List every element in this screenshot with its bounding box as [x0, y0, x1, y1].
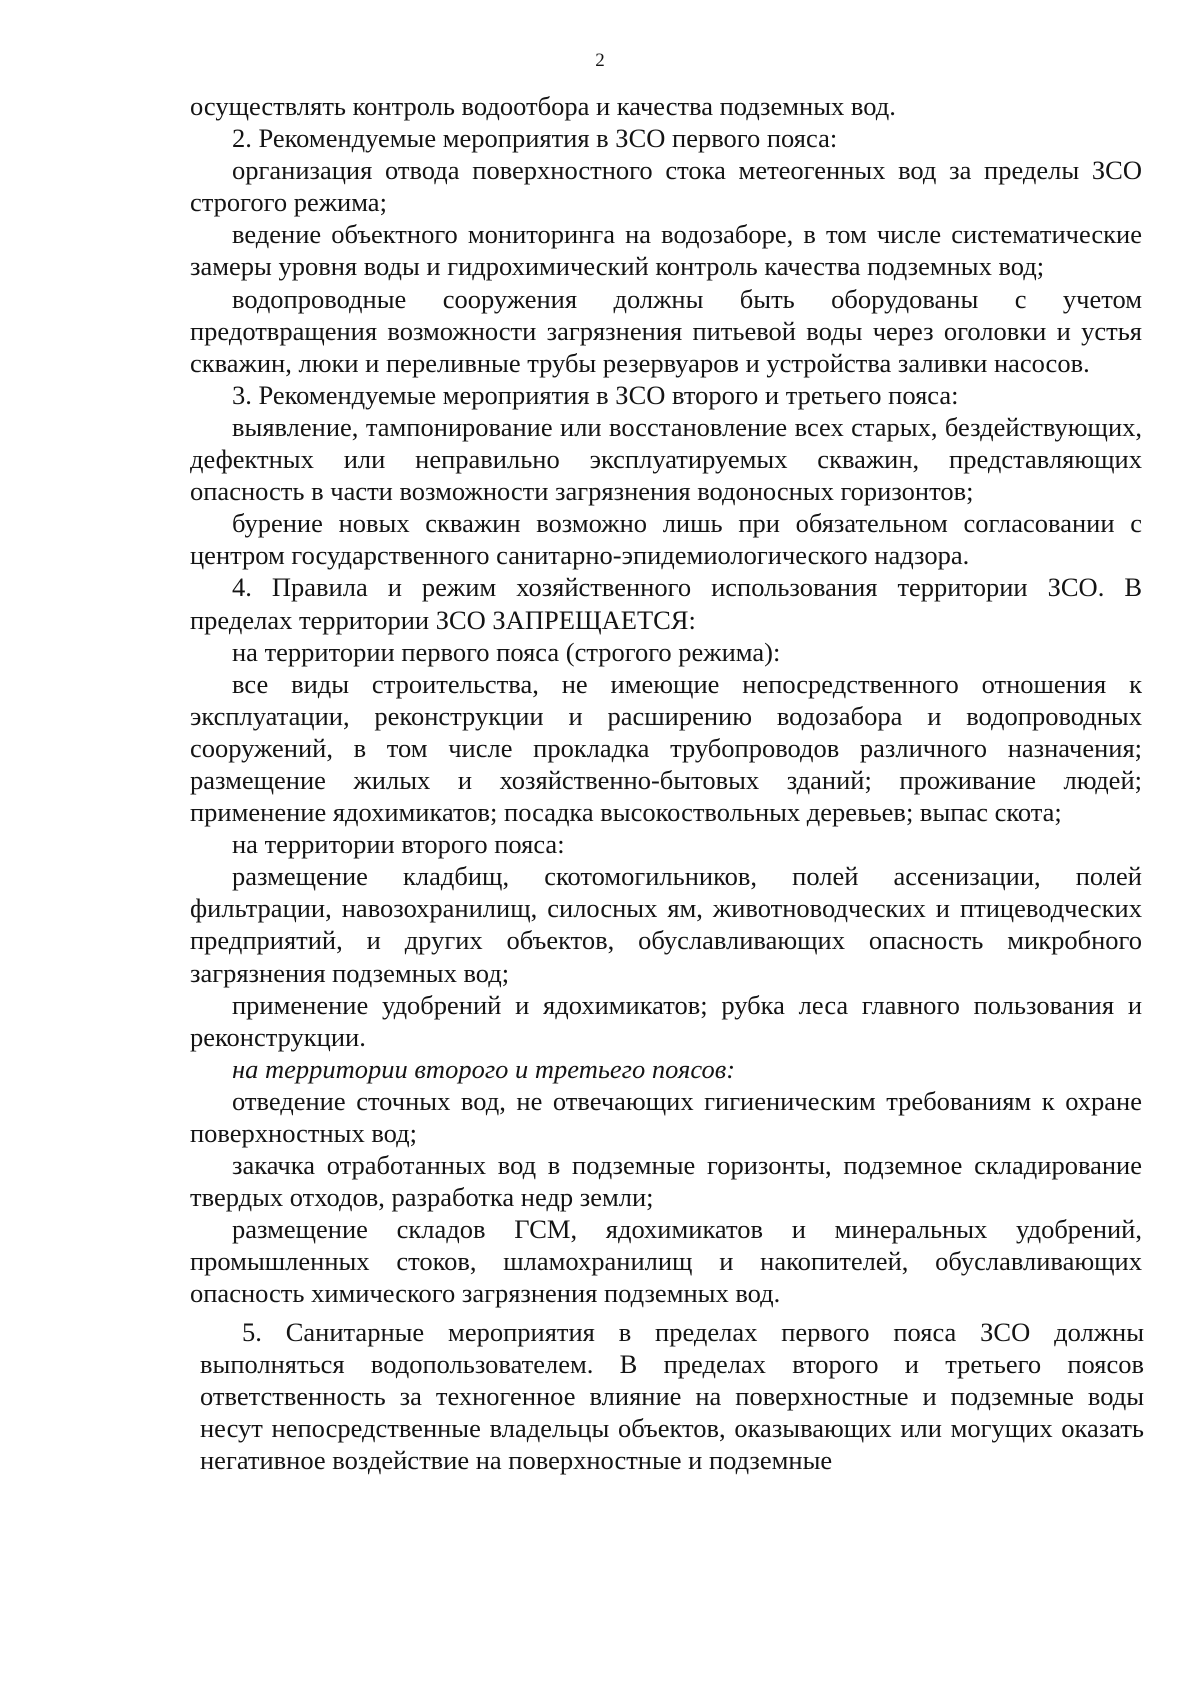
- list-item: размещение кладбищ, скотомогильников, полей ассенизации, полей фильтрации, навозохранилищ, силосных ям, животноводческих и птицеводческих предприятий, и других объектов, обуславливающих опасность микробного загрязнения подземных вод;: [190, 861, 1142, 988]
- list-item: бурение новых скважин возможно лишь при обязательном согласовании с центром государственного санитарно-эпидемиологического надзора.: [190, 508, 1142, 571]
- section-3-heading: 3. Рекомендуемые мероприятия в ЗСО второго и третьего пояса:: [232, 379, 959, 410]
- subheading-first-belt: на территории первого пояса (строгого режима):: [232, 636, 781, 667]
- list-item: водопроводные сооружения должны быть оборудованы с учетом предотвращения возможности загрязнения питьевой воды через оголовки и устья скважин, люки и переливные трубы резервуаров и устройства заливки насосов.: [190, 283, 1142, 378]
- list-item: отведение сточных вод, не отвечающих гигиеническим требованиям к охране поверхностных вод;: [190, 1085, 1142, 1148]
- subheading-second-belt: на территории второго пояса:: [232, 829, 565, 860]
- document-body: [190, 90, 1142, 1476]
- section-4-heading: 4. Правила и режим хозяйственного использования территории ЗСО. В пределах территории ЗСО ЗАПРЕЩАЕТСЯ:: [190, 572, 1142, 635]
- list-item: выявление, тампонирование или восстановление всех старых, бездействующих, дефектных или неправильно эксплуатируемых скважин, представляющих опасность в части возможности загрязнения водоносных горизонтов;: [190, 411, 1142, 507]
- list-item: применение удобрений и ядохимикатов; рубка леса главного пользования и реконструкции.: [190, 989, 1142, 1052]
- subheading-second-third-belts: на территории второго и третьего поясов:: [232, 1053, 736, 1084]
- section-2-heading: 2. Рекомендуемые мероприятия в ЗСО первого пояса:: [232, 123, 838, 154]
- page-number: 2: [595, 50, 605, 71]
- list-item: размещение складов ГСМ, ядохимикатов и минеральных удобрений, промышленных стоков, шламохранилищ и накопителей, обуславливающих опасность химического загрязнения подземных вод.: [190, 1214, 1142, 1309]
- list-item: закачка отработанных вод в подземные горизонты, подземное складирование твердых отходов, разработка недр земли;: [190, 1150, 1142, 1213]
- list-item: организация отвода поверхностного стока метеогенных вод за пределы ЗСО строгого режима;: [190, 155, 1142, 218]
- paragraph-continuation: осуществлять контроль водоотбора и качества подземных вод.: [190, 91, 896, 121]
- list-item: все виды строительства, не имеющие непосредственного отношения к эксплуатации, реконструкции и расширению водозабора и водопроводных сооружений, в том числе прокладка трубопроводов различного назначения; размещение жилых и хозяйственно-бытовых зданий; проживание людей; применение ядохимикатов; посадка высокоствольных деревьев; выпас скота;: [190, 668, 1142, 828]
- section-5-paragraph: 5. Санитарные мероприятия в пределах первого пояса ЗСО должны выполняться водопользователем. В пределах второго и третьего поясов ответственность за техногенное влияние на поверхностные и подземные воды несут непосредственные владельцы объектов, оказывающих или могущих оказать негативное воздействие на поверхностные и подземные: [200, 1316, 1144, 1475]
- list-item: ведение объектного мониторинга на водозаборе, в том числе систематические замеры уровня воды и гидрохимический контроль качества подземных вод;: [190, 219, 1142, 282]
